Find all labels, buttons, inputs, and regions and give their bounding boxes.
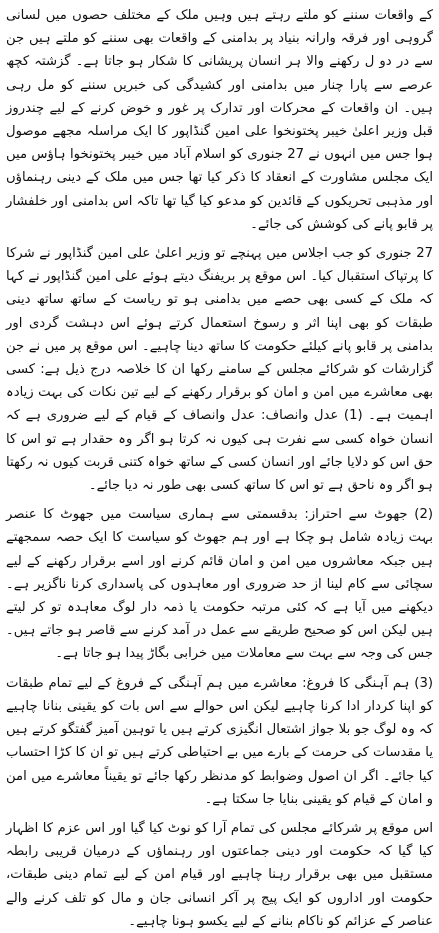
article-paragraph-3: (2) جھوٹ سے احتراز: بدقسمتی سے ہماری سیاست میں جھوٹ کا عنصر بہت زیادہ شامل ہو چکا ہے اور ہم جھوٹ کو سیاست کا ایک حصہ سمجھتے ہیں جبکہ معاشروں میں امن و امان قائم کرنے اور اسے برقرار رکھنے کے لیے سچائی سے کام لینا از حد ضروری اور معاہدوں کی پاسداری کرنا ناگزیر ہے۔ دیکھنے میں آیا ہے کہ کئی مرتبہ حکومت یا ذمہ دار لوگ معاہدہ تو کر لیتے ہیں لیکن اس کو صحیح طریقے سے عمل در آمد کرنے سے قاصر ہو جاتے ہیں۔ جس کی وجہ سے بہت سے معاملات میں خرابی بگاڑ پیدا ہو جاتا ہے۔ [6, 507, 433, 662]
article-paragraph-4: (3) ہم آہنگی کا فروغ: معاشرے میں ہم آہنگی کے فروغ کے لیے تمام طبقات کو اپنا کردار ادا کرنا چاہیے لیکن اس حوالے سے اس بات کو یقینی بنانا چاہیے کہ وہ لوگ جو بلا جواز اشتعال انگیزی کرتے ہیں یا توہین آمیز گفتگو کرتے ہیں یا مقدسات کی حرمت کے بارے میں بے احتیاطی کرتے ہیں تو ان کا کڑا احتساب کیا جائے۔ اگر ان اصول وضوابط کو مدنظر رکھا جائے تو یقیناً معاشرے میں امن و امان کے قیام کو یقینی بنایا جا سکتا ہے۔ [5, 675, 433, 807]
article-paragraph-2: 27 جنوری کو جب اجلاس میں پہنچے تو وزیر اعلیٰ علی امین گنڈاپور نے شرکا کا پرتپاک استقبال کیا۔ اس موقع پر بریفنگ دیتے ہوئے علی امین گنڈاپور نے کہا کہ ملک کے کسی بھی حصے میں بدامنی ہو تو ریاست کے ساتھ ساتھ دینی طبقات کو بھی اپنا اثر و رسوخ استعمال کرتے ہوئے اس دہشت گردی اور بدامنی پر قابو پانے کیلئے حکومت کا ساتھ دینا چاہیے۔ اس موقع پر میں نے جن گزارشات کو شرکائے مجلس کے سامنے رکھا ان کا خلاصہ درج ذیل ہے: کسی بھی معاشرے میں امن و امان کو برقرار رکھنے کے لیے تین نکات کی بہت زیادہ اہمیت ہے۔ (1) عدل وانصاف: عدل وانصاف کے قیام کے لیے ضروری ہے کہ انسان خواہ کسی سے نفرت ہی کیوں نہ کرتا ہو اگر وہ حقدار ہے تو اس کا حق اس کو دلایا جائے اور انسان کسی کے ساتھ خواہ کتنی قربت کیوں نہ رکھتا ہو اگر وہ ناحق ہے تو اس کا ساتھ کسی بھی طور نہ دیا جائے۔ [6, 246, 434, 494]
article-paragraph-5: اس موقع پر شرکائے مجلس کی تمام آرا کو نوٹ کیا گیا اور اس عزم کا اظہار کیا گیا کہ حکومت اور دینی جماعتوں اور رہنماؤں کے درمیان قریبی رابطہ مستقبل میں بھی برقرار رہنا چاہیے اور قیام امن کے لیے تمام دینی طبقات، حکومت اور اداروں کو ایک پیج پر آکر انسانی جان و مال کو تلف کرنے والے عناصر کے عزائم کو ناکام بنانے کے لیے یکسو ہونا چاہیے۔ [6, 820, 433, 929]
article-paragraph-1: کے واقعات سننے کو ملتے رہتے ہیں وہیں ملک کے مختلف حصوں میں لسانی گروہی اور فرقہ وارانہ بنیاد پر بدامنی کے واقعات بھی سننے کو ملتے ہیں جن سے در دو ل رکھنے والا ہر انسان پریشانی کا شکار ہو جاتا ہے۔ گزشتہ کچھ عرصے سے پارا چنار میں بدامنی اور کشیدگی کی خبریں سننے کو مل رہی ہیں۔ ان واقعات کے محرکات اور تدارک پر غور و خوض کرنے کے لیے چندروز قبل وزیر اعلیٰ خیبر پختونخوا علی امین گنڈاپور کا ایک مراسلہ مجھے موصول ہوا جس میں انہوں نے 27 جنوری کو اسلام آباد میں خیبر پختونخوا ہاؤس میں ایک مجلس مشاورت کے انعقاد کا ذکر کیا تھا جس میں ملک کے دینی رہنماؤں اور مذہبی تحریکوں کے قائدین کو مدعو کیا گیا تھا تاکہ اس بدامنی اور خلفشار پر قابو پانے کی کوشش کی جائے۔ [6, 8, 433, 232]
